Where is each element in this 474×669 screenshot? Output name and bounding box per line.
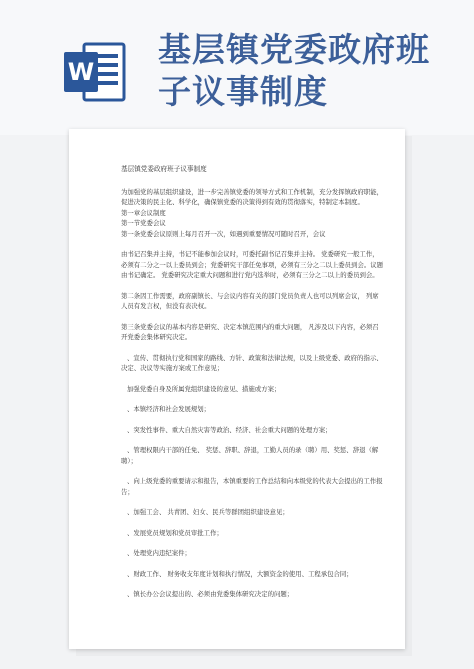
banner-title-line-2: 子议事制度 [158,72,328,111]
list-item: 、处理党内违纪案件； [127,549,191,557]
header-banner [0,0,474,135]
paragraph: 由书记召集并主持，书记不能参加会议时，可委托副书记召集并主持。 党委研究一般工作，必须有二分之一以上委员到会；党委研究干部任免事项，必须有三分之二以上委员到会。议题由书记确定。 党委研究决定重大问题和进行党内选举时，必须有三分之二以上的委员到会。 [121,250,384,279]
list-item: 、向上级党委的重要请示和报告，本镇重要的工作总结和向本级党的代表大会提出的工作报告； [121,477,383,496]
list-item: 、发展党员规划和党员审批工作； [127,528,223,537]
list-item: 、本镇经济和社会发展规划； [127,405,211,413]
list-item: 、镇长办公会议提出的、必须由党委集体研究决定的问题； [127,590,294,598]
document-content [121,164,383,600]
list-item: 、加强工会、 共青团、妇女、民兵等群团组织建设意见； [127,508,289,516]
list-item: 、财政工作、 财务收支年度计划和执行情况，大额资金的使用、工程承包合同； [127,569,353,578]
paragraph: 第一条党委会议原则上每月召开一次，如遇到重要情况可随时召开，会议 [121,229,326,238]
word-icon-letter: W [67,58,95,86]
paragraph: 第三条党委会议的基本内容是研究、决定本镇范围内的重大问题， 凡涉及以下内容，必须召开党委会集体研究决定。 [121,322,379,341]
banner-title-line-1: 基层镇党委政府班 [158,30,430,69]
paragraph: 为加强党的基层组织建设，进一步完善镇党委的领导方式和工作机制，充分发挥镇政府职能，促进决策的民主化、科学化，确保镇党委的决策得到有效的贯彻落实，特制定本制度。 [121,187,384,206]
document-page [69,129,405,649]
section-heading: 第一节党委会议 [121,219,166,227]
list-item: 、宣传、贯彻执行党和国家的路线、方针、政策和法律法规，以及上级党委、政府的指示、决定、决议等实施方案或工作意见； [121,353,383,372]
list-item: 加强党委自身及所属党组织建设的意见、措施或方案； [127,384,281,393]
list-item: 、管理权限内干部的任免、 奖惩、辞职、辞退，工勤人员的录（聘）用、奖惩、辞退（解聘）； [121,446,379,465]
chapter-heading: 第一章会议制度 [121,208,166,217]
paragraph: 第二条因工作需要，政府副镇长、与会议内容有关的部门党员负责人也可以列席会议， 列席人员有发言权，但没有表决权。 [121,291,379,310]
word-document-icon [62,38,130,106]
document-title: 基层镇党委政府班子议事制度 [121,165,207,173]
list-item: 、突发性事件、重大自然灾害等政治、经济、社会重大问题的处理方案； [127,425,332,434]
